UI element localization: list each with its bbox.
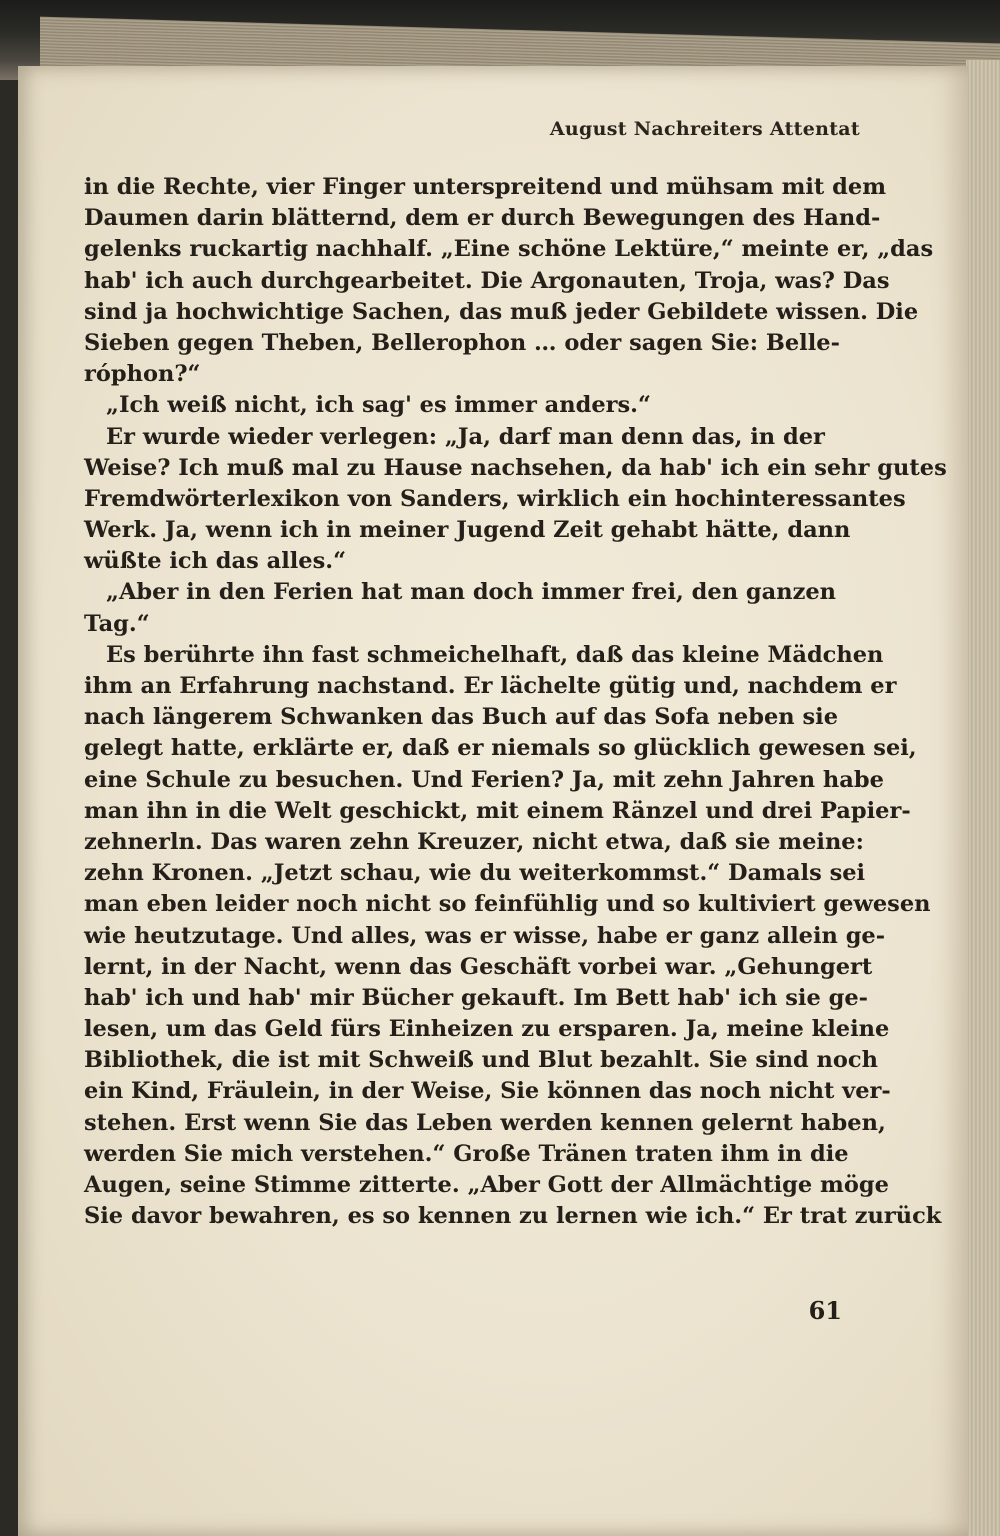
text-line: wüßte ich das alles.“: [84, 548, 347, 575]
text-line: róphon?“: [84, 361, 201, 388]
text-line: „Aber in den Ferien hat man doch immer frei, den ganzen: [106, 579, 837, 606]
text-line: zehn Kronen. „Jetzt schau, wie du weiterkommst.“ Damals sei: [84, 860, 866, 887]
text-line: Augen, seine Stimme zitterte. „Aber Gott der Allmächtige möge: [84, 1172, 889, 1198]
text-line: nach längerem Schwanken das Buch auf das Sofa neben sie: [84, 704, 839, 731]
text-line: ein Kind, Fräulein, in der Weise, Sie können das noch nicht ver-: [84, 1078, 891, 1105]
text-line: hab' ich und hab' mir Bücher gekauft. Im Bett hab' ich sie ge-: [84, 984, 868, 1011]
text-line: ihm an Erfahrung nachstand. Er lächelte gütig und, nachdem er: [84, 673, 897, 699]
page-stack-right: [966, 60, 1000, 1536]
text-line: gelenks ruckartig nachhalf. „Eine schöne Lektüre,“ meinte er, „das: [84, 236, 934, 263]
text-line: Tag.“: [84, 610, 150, 637]
text-line: man ihn in die Welt geschickt, mit einem Ränzel und drei Papier-: [84, 797, 911, 824]
text-line: in die Rechte, vier Finger unterspreitend und mühsam mit dem: [84, 174, 887, 200]
running-head: August Nachreiters Attentat: [549, 118, 860, 140]
text-line: eine Schule zu besuchen. Und Ferien? Ja, mit zehn Jahren habe: [84, 766, 884, 793]
text-line: lernt, in der Nacht, wenn das Geschäft vorbei war. „Gehungert: [84, 953, 873, 980]
page-number: 61: [808, 1296, 842, 1325]
text-line: Bibliothek, die ist mit Schweiß und Blut bezahlt. Sie sind noch: [84, 1047, 878, 1074]
text-line: Daumen darin blätternd, dem er durch Bewegungen des Hand-: [84, 205, 881, 232]
text-line: hab' ich auch durchgearbeitet. Die Argonauten, Troja, was? Das: [84, 267, 890, 294]
text-line: Sieben gegen Theben, Bellerophon … oder sagen Sie: Belle-: [84, 329, 840, 356]
text-line: wie heutzutage. Und alles, was er wisse, habe er ganz allein ge-: [84, 922, 886, 949]
text-line: Sie davor bewahren, es so kennen zu lernen wie ich.“ Er trat zurück: [84, 1203, 942, 1230]
text-line: Weise? Ich muß mal zu Hause nachsehen, da hab' ich ein sehr gutes: [84, 454, 947, 481]
text-line: gelegt hatte, erklärte er, daß er niemals so glücklich gewesen sei,: [84, 735, 917, 762]
text-line: lesen, um das Geld fürs Einheizen zu ersparen. Ja, meine kleine: [84, 1016, 890, 1043]
text-line: Werk. Ja, wenn ich in meiner Jugend Zeit gehabt hätte, dann: [84, 517, 851, 544]
text-line: Es berührte ihn fast schmeichelhaft, daß das kleine Mädchen: [106, 641, 884, 668]
text-line: werden Sie mich verstehen.“ Große Tränen traten ihm in die: [84, 1140, 849, 1167]
text-line: sind ja hochwichtige Sachen, das muß jeder Gebildete wissen. Die: [84, 298, 919, 325]
text-line: Fremdwörterlexikon von Sanders, wirklich ein hochinteressantes: [84, 485, 906, 512]
text-line: Er wurde wieder verlegen: „Ja, darf man denn das, in der: [106, 423, 825, 450]
text-line: man eben leider noch nicht so feinfühlig und so kultiviert gewesen: [84, 891, 931, 918]
text-line: zehnerln. Das waren zehn Kreuzer, nicht etwa, daß sie meine:: [84, 828, 864, 855]
text-line: „Ich weiß nicht, ich sag' es immer anders.“: [106, 392, 651, 419]
body-text: [84, 172, 947, 1232]
text-line: stehen. Erst wenn Sie das Leben werden kennen gelernt haben,: [84, 1109, 886, 1136]
